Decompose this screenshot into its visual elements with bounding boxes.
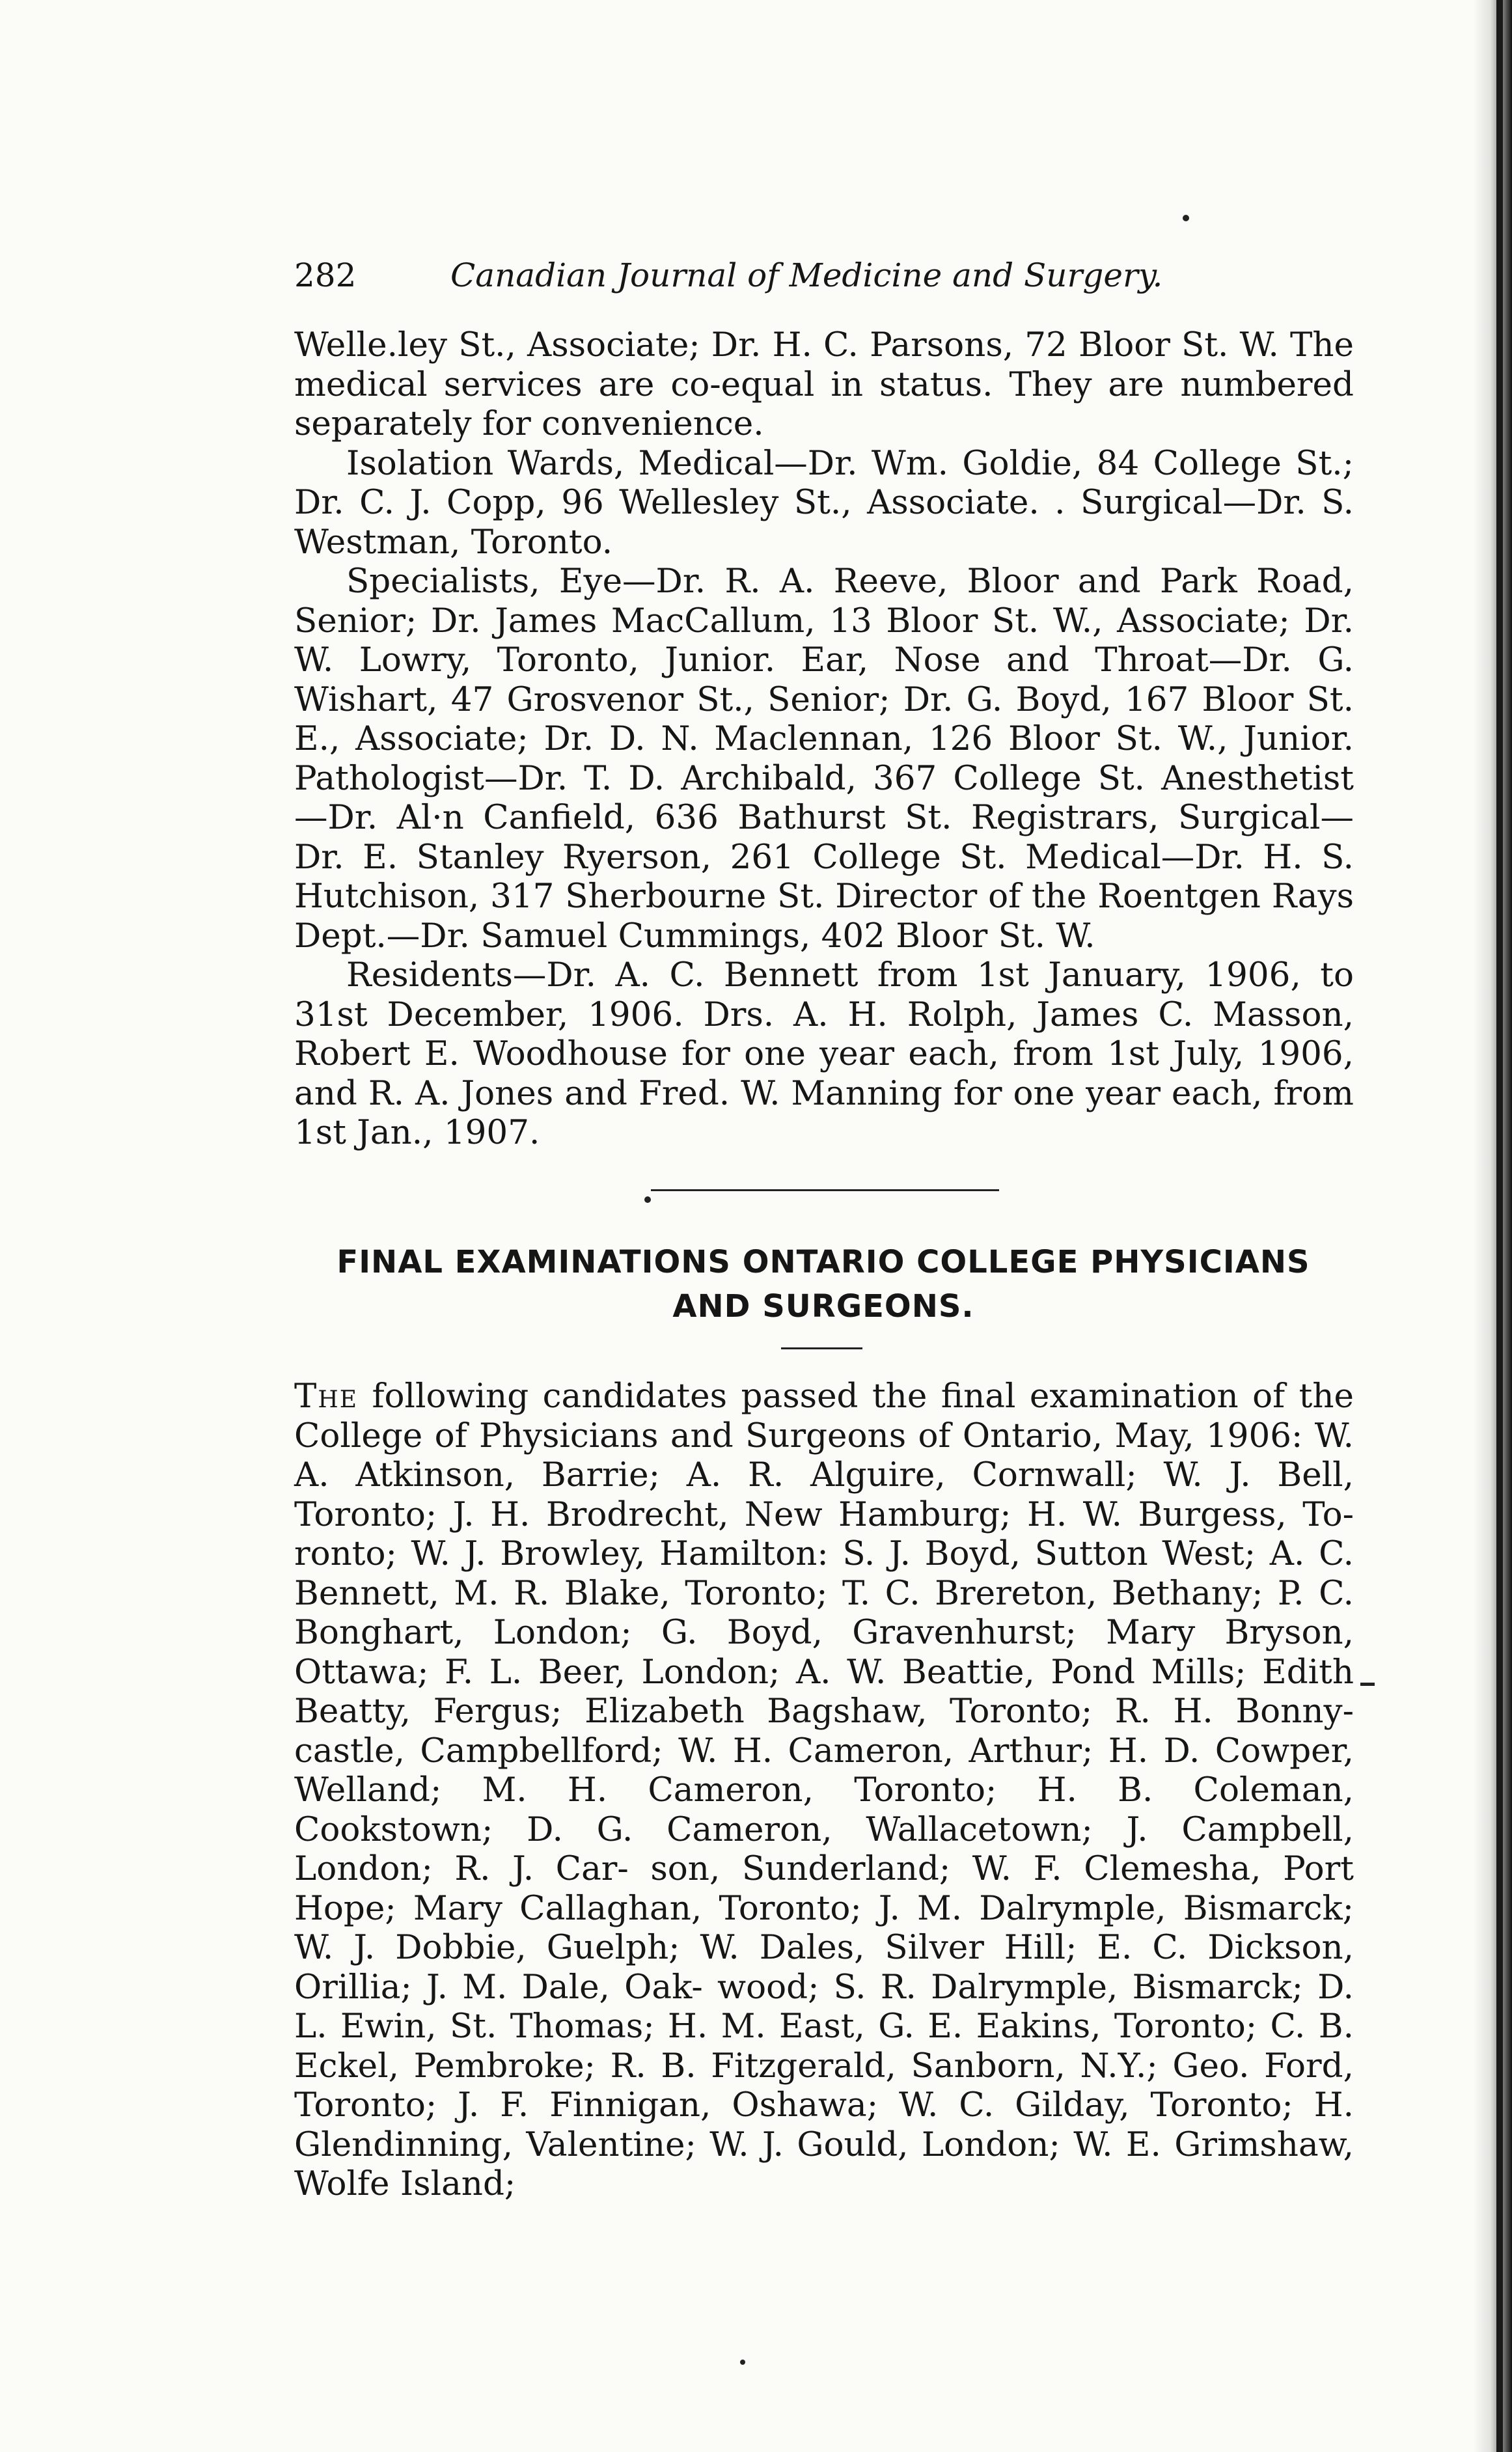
text-line: Westman, Toronto. (294, 522, 613, 562)
lead-word: The (294, 1377, 359, 1416)
text-line: Jan., 1907. (357, 1113, 540, 1152)
page-edge-shadow (1473, 0, 1512, 2452)
text-line: C. Bonghart, London; G. Boyd, Gravenhurst; Mary Bryson, (294, 1573, 1354, 1652)
text-line: Robert E. Woodhouse for one year each, from 1st July, 1906, and (294, 1034, 1354, 1113)
text-line: Toronto; J. H. Brodrecht, New Hamburg; H. W. Burgess, To- (294, 1495, 1354, 1534)
page-edge-line (1496, 0, 1503, 2452)
text-line: Dr. E. Stanley Ryerson, 261 College St. Medical—Dr. H. S. (294, 837, 1354, 877)
text-line: The medical services are co-equal in status. They are numbered (294, 325, 1354, 404)
text-line: Ottawa; F. L. Beer, London; A. W. Beattie, Pond Mills; Edith (294, 1652, 1354, 1692)
text-line: separately for convenience. (294, 404, 764, 443)
heading-short-rule (781, 1347, 862, 1349)
text-line: Pathologist—Dr. T. D. Archibald, 367 College St. Anesthetist (294, 758, 1354, 798)
text-line: Specialists, Eye—Dr. R. A. Reeve, Bloor and Park Road, (346, 562, 1354, 601)
ink-speck (644, 1196, 651, 1203)
text-line: W. Dales, Silver Hill; E. C. Dickson, Orillia; J. M. Dale, Oak- (294, 1928, 1354, 2007)
text-line: castle, Campbellford; W. H. Cameron, Arthur; H. D. Cowper, (294, 1731, 1354, 1770)
paragraph-residents (294, 956, 1354, 1153)
paragraph-specialists (294, 562, 1354, 956)
text-line: R. A. Jones and Fred. W. Manning for one year each, from 1st (294, 1073, 1354, 1152)
text-line: C. Bennett, M. R. Blake, Toronto; T. C. Brereton, Bethany; P. (294, 1534, 1354, 1613)
text-line: G. Wishart, 47 Grosvenor St., Senior; Dr. G. Boyd, 167 Bloor (294, 641, 1354, 719)
text-line: Dr. C. J. Copp, 96 Wellesley St., Associate. . Surgical—Dr. S. (294, 483, 1354, 522)
text-line: R. B. Fitzgerald, Sanborn, N.Y.; Geo. Ford, Toronto; J. F. (294, 2046, 1354, 2125)
margin-mark (1360, 1683, 1375, 1686)
text-line: Dr. W. Lowry, Toronto, Junior. Ear, Nose and Throat—Dr. (294, 601, 1354, 680)
text-line: Finnigan, Oshawa; W. C. Gilday, Toronto; H. Glendinning, (294, 2086, 1354, 2164)
ink-speck (1183, 215, 1189, 221)
text-line: 31st December, 1906. Drs. A. H. Rolph, James C. Masson, (294, 995, 1354, 1034)
text-line: D. G. Cameron, Wallacetown; J. Campbell, London; R. J. Car- (294, 1810, 1354, 1888)
page-number: 282 (294, 256, 357, 294)
journal-title: Canadian Journal of Medicine and Surgery. (450, 256, 1163, 294)
text-line: Welland; M. H. Cameron, Toronto; H. B. Coleman, Cookstown; (294, 1770, 1354, 1849)
paragraph-candidates (294, 1377, 1354, 2204)
running-head (294, 246, 1362, 305)
text-line: Beatty, Fergus; Elizabeth Bagshaw, Toronto; R. H. Bonny- (294, 1692, 1354, 1731)
text-line: Hutchison, 317 Sherbourne St. Director of the Roentgen Rays (294, 877, 1354, 916)
text-line: H. M. East, G. E. Eakins, Toronto; C. B. Eckel, Pembroke; (294, 2007, 1354, 2086)
text-line: Residents—Dr. A. C. Bennett from 1st January, 1906, to (346, 956, 1354, 995)
text-line: Senior; Dr. James MacCallum, 13 Bloor St. W., Associate; (294, 601, 1290, 641)
text-line: ronto; W. J. Browley, Hamilton: S. J. Boyd, Sutton West; A. (294, 1534, 1305, 1573)
paragraph-isolation-wards (294, 444, 1354, 562)
text-line: Dept.—Dr. Samuel Cummings, 402 Bloor St. W. (294, 916, 1095, 956)
text-line: A. Atkinson, Barrie; A. R. Alguire, Cornwall; W. J. Bell, (294, 1455, 1354, 1495)
text-line: College of Physicians and Surgeons of Ontario, May, 1906: W. (294, 1416, 1354, 1455)
text-line: —Dr. Al·n Canfield, 636 Bathurst St. Registrars, Surgical— (294, 798, 1354, 837)
text-line: Valentine; W. J. Gould, London; W. E. Grimshaw, Wolfe Island; (294, 2125, 1354, 2203)
text-line: Welle.ley St., Associate; Dr. H. C. Parsons, 72 Bloor St. W. (294, 325, 1279, 365)
text-line: St. E., Associate; Dr. D. N. Maclennan, 126 Bloor St. W., Junior. (294, 680, 1354, 758)
heading-line: FINAL EXAMINATIONS ONTARIO COLLEGE PHYSICIANS (337, 1244, 1310, 1280)
section-heading (286, 1240, 1360, 1329)
text-line: Isolation Wards, Medical—Dr. Wm. Goldie, 84 College St.; (346, 443, 1354, 483)
ink-speck (740, 2360, 745, 2365)
text-line: wood; S. R. Dalrymple, Bismarck; D. L. Ewin, St. Thomas; (294, 1967, 1354, 2046)
heading-line: AND SURGEONS. (672, 1288, 974, 1325)
text-line: Toronto; J. M. Dalrymple, Bismarck; W. J. Dobbie, Guelph; (294, 1888, 1354, 1967)
exam-candidates-paragraph (294, 1377, 1354, 2204)
text-line: following candidates passed the final examination of the (358, 1377, 1354, 1416)
section-divider (651, 1189, 999, 1191)
staff-listing (294, 325, 1354, 1153)
paragraph-services (294, 325, 1354, 444)
text-line: son, Sunderland; W. F. Clemesha, Port Hope; Mary Callaghan, (294, 1849, 1354, 1928)
